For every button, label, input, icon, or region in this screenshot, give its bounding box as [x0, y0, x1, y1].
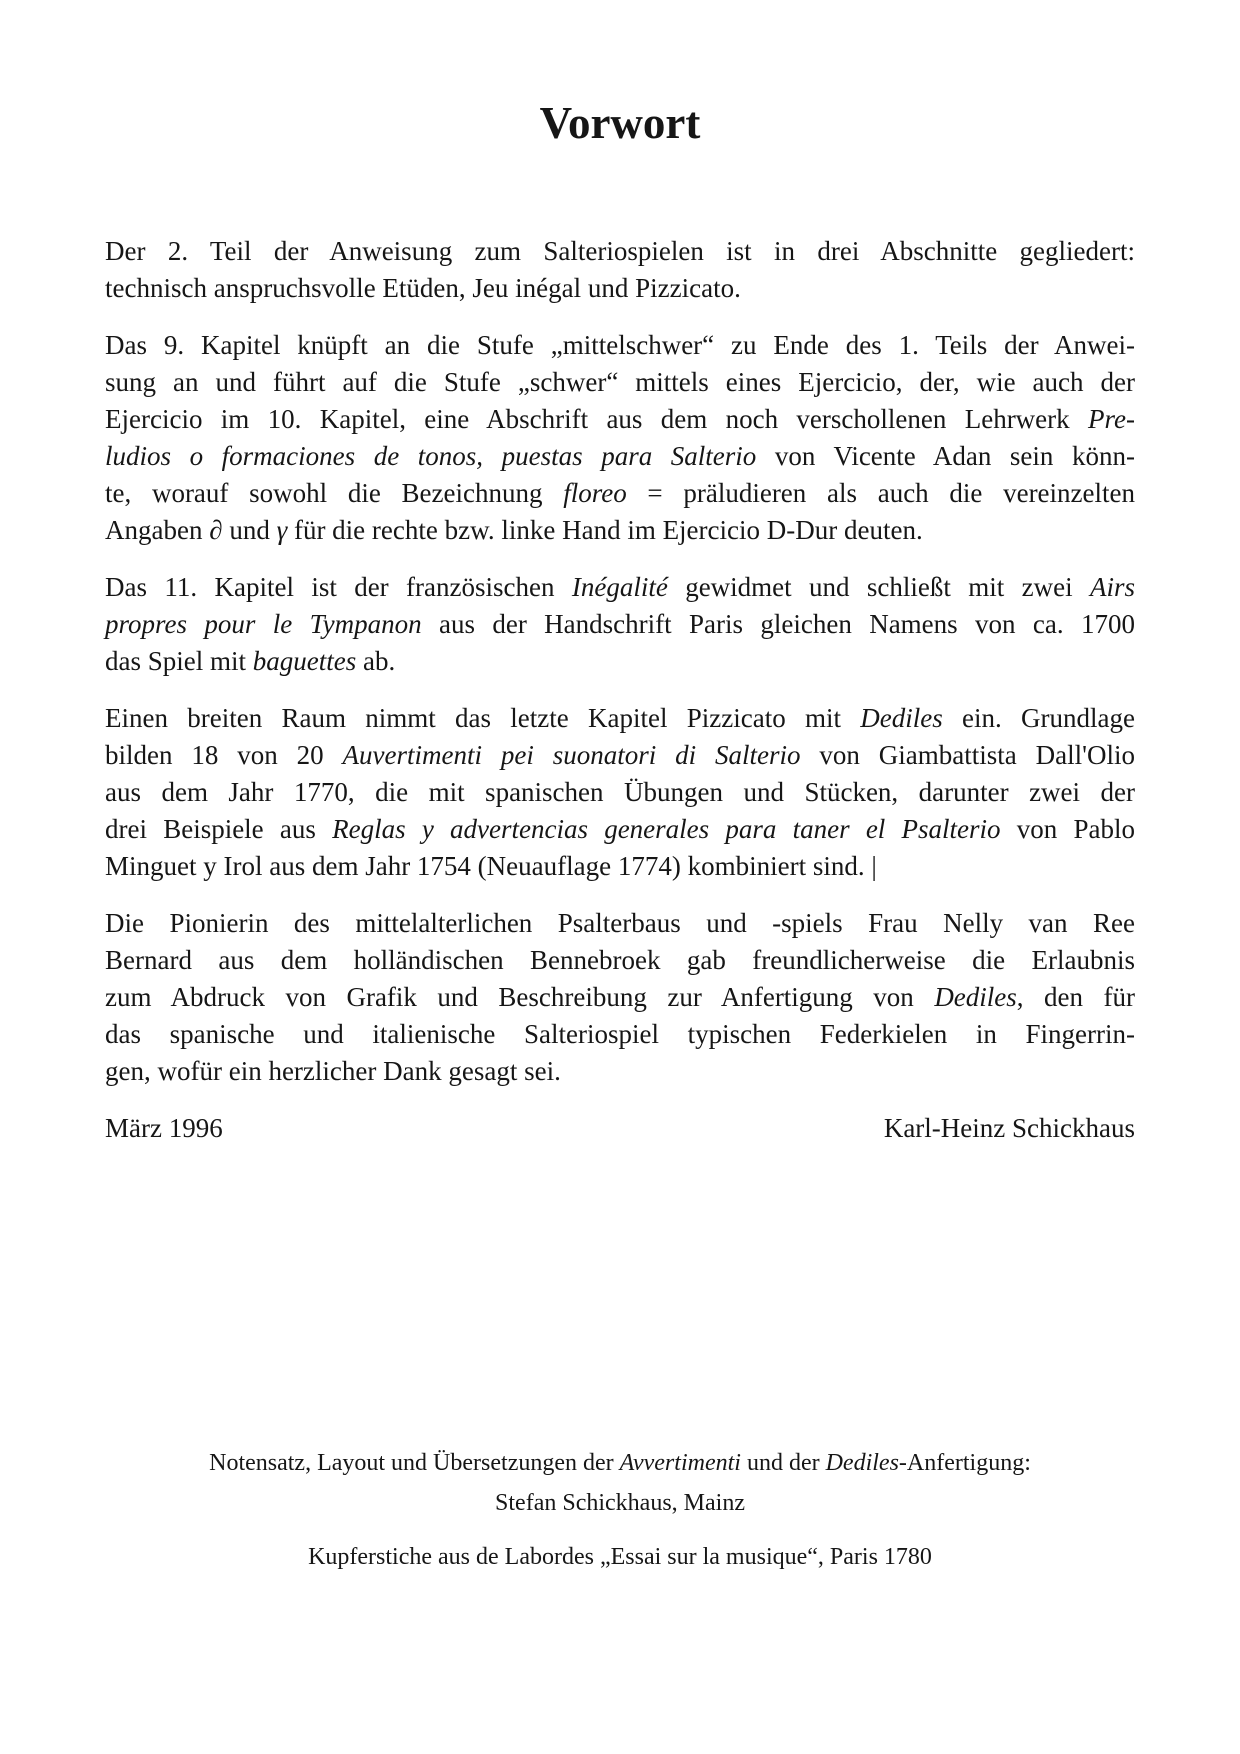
text-line — [105, 811, 1135, 848]
credits-block — [0, 1443, 1240, 1577]
credit-line — [0, 1483, 1240, 1523]
text-run: Einen breiten Raum nimmt das letzte Kapitel Pizzicato mit — [105, 703, 861, 733]
italic-text-run: Airs — [1089, 572, 1135, 602]
italic-text-run: Dediles — [825, 1450, 899, 1476]
text-line — [105, 606, 1135, 643]
text-line — [105, 848, 1135, 885]
body-text — [105, 233, 1135, 1147]
text-run: und der — [740, 1450, 826, 1476]
text-run: bilden 18 von 20 — [105, 740, 343, 770]
text-line — [105, 737, 1135, 774]
text-run: aus dem Jahr 1770, die mit spanischen Übungen und Stücken, darunter zwei der — [105, 777, 1135, 807]
text-run: Ejercicio im 10. Kapitel, eine Abschrift aus dem noch verschollenen Lehrwerk — [105, 404, 1089, 434]
text-run: te, worauf sowohl die Bezeichnung — [105, 478, 564, 508]
text-run: Notensatz, Layout und Übersetzungen der — [209, 1450, 620, 1476]
signature-author: Karl-Heinz Schickhaus — [883, 1113, 1135, 1143]
text-run: von Vicente Adan sein könn- — [756, 441, 1135, 471]
paragraph — [105, 569, 1135, 680]
text-run: Minguet y Irol aus dem Jahr 1754 (Neuauflage 1774) kombiniert sind. | — [105, 851, 877, 881]
text-run: das Spiel mit — [105, 646, 253, 676]
text-run: = präludieren als auch die vereinzelten — [626, 478, 1135, 508]
text-run: Das 11. Kapitel ist der französischen — [105, 572, 572, 602]
text-run: -Anfertigung: — [898, 1450, 1031, 1476]
text-run: drei Beispiele aus — [105, 814, 333, 844]
text-run: zum Abdruck von Grafik und Beschreibung zur Anfertigung von — [105, 982, 935, 1012]
text-line — [105, 1053, 1135, 1090]
text-line — [105, 327, 1135, 364]
paragraph — [105, 233, 1135, 307]
signature-date: März 1996 — [105, 1113, 223, 1143]
italic-text-run: γ — [276, 515, 288, 545]
italic-text-run: Inégalité — [571, 572, 668, 602]
text-run: Bernard aus dem holländischen Bennebroek gab freundlicherweise die Erlaubnis — [105, 945, 1135, 975]
text-run: gen, wofür ein herzlicher Dank gesagt sei. — [105, 1056, 561, 1086]
italic-text-run: Dediles — [860, 703, 943, 733]
italic-text-run: propres pour le Tympanon — [105, 609, 422, 639]
italic-text-run: baguettes — [252, 646, 357, 676]
credit-line — [0, 1537, 1240, 1577]
text-line — [105, 233, 1135, 270]
text-run: das spanische und italienische Salteriospiel typischen Federkielen in Fingerrin- — [105, 1019, 1135, 1049]
signature-row — [105, 1110, 1135, 1147]
text-run: ein. Grundlage — [942, 703, 1135, 733]
text-run: für die rechte bzw. linke Hand im Ejercicio D-Dur deuten. — [287, 515, 923, 545]
text-line — [105, 700, 1135, 737]
text-run: Stefan Schickhaus, Mainz — [495, 1490, 745, 1516]
italic-text-run: ∂ — [209, 515, 223, 545]
text-line — [105, 905, 1135, 942]
text-run: sung an und führt auf die Stufe „schwer“ mittels eines Ejercicio, der, wie auch der — [105, 367, 1135, 397]
text-run: Das 9. Kapitel knüpft an die Stufe „mittelschwer“ zu Ende des 1. Teils der Anwei- — [105, 330, 1135, 360]
paragraph — [105, 905, 1135, 1090]
text-line — [105, 438, 1135, 475]
text-run: Angaben — [105, 515, 210, 545]
credit-line — [0, 1443, 1240, 1483]
text-run: Kupferstiche aus de Labordes „Essai sur la musique“, Paris 1780 — [308, 1544, 932, 1570]
italic-text-run: Reglas y advertencias generales para taner el Psalterio — [332, 814, 1001, 844]
italic-text-run: ludios o formaciones de tonos, puestas para Salterio — [105, 441, 757, 471]
paragraph — [105, 700, 1135, 885]
text-line — [105, 364, 1135, 401]
text-run: von Pablo — [1000, 814, 1135, 844]
italic-text-run: floreo — [563, 478, 627, 508]
italic-text-run: Auvertimenti pei suonatori di Salterio — [342, 740, 801, 770]
text-run: aus der Handschrift Paris gleichen Namens von ca. 1700 — [421, 609, 1135, 639]
text-line — [105, 942, 1135, 979]
text-line — [105, 774, 1135, 811]
italic-text-run: Dediles — [934, 982, 1017, 1012]
text-run: Die Pionierin des mittelalterlichen Psalterbaus und -spiels Frau Nelly van Ree — [105, 908, 1135, 938]
page-title: Vorwort — [539, 98, 701, 148]
body-paragraphs — [105, 233, 1135, 1090]
text-run: technisch anspruchsvolle Etüden, Jeu inégal und Pizzicato. — [105, 273, 741, 303]
text-run: Der 2. Teil der Anweisung zum Salteriospielen ist in drei Abschnitte gegliedert: — [105, 236, 1135, 266]
italic-text-run: Pre- — [1088, 404, 1135, 434]
text-line — [105, 270, 1135, 307]
text-line — [105, 569, 1135, 606]
text-line — [105, 1016, 1135, 1053]
paragraph — [105, 327, 1135, 549]
text-line — [105, 643, 1135, 680]
text-run: , den für — [1016, 982, 1136, 1012]
text-line — [105, 512, 1135, 549]
text-line — [105, 401, 1135, 438]
text-run: gewidmet und schließt mit zwei — [667, 572, 1090, 602]
text-line — [105, 475, 1135, 512]
text-run: ab. — [356, 646, 396, 676]
italic-text-run: Avvertimenti — [619, 1450, 741, 1476]
text-line — [105, 979, 1135, 1016]
text-run: und — [222, 515, 277, 545]
text-run: von Giambattista Dall'Olio — [800, 740, 1135, 770]
